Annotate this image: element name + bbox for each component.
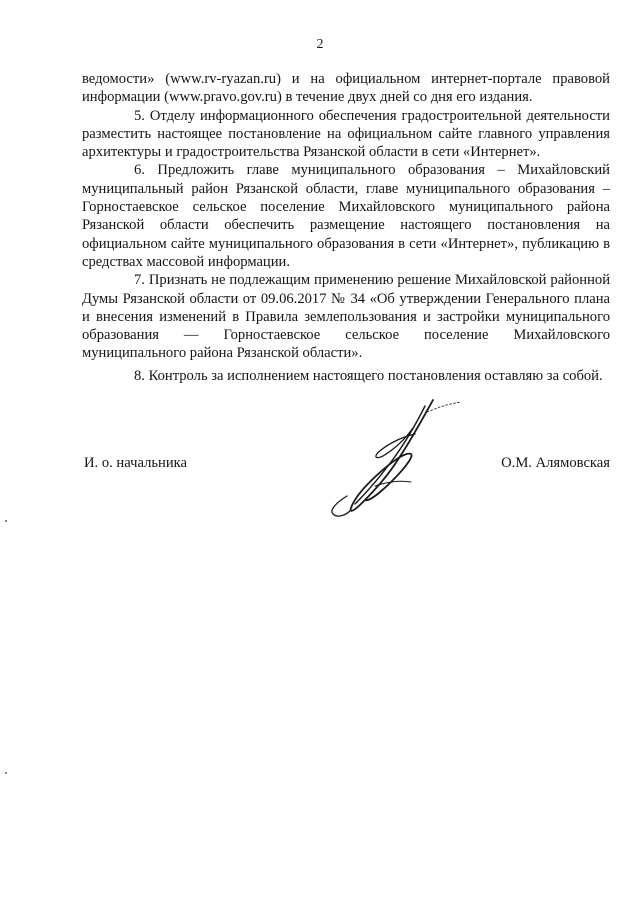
signatory-name: О.М. Алямовская [501,455,610,471]
scan-edge-mark [5,520,7,522]
handwritten-signature [315,398,465,520]
scan-edge-mark [5,772,7,774]
page-number: 2 [316,37,324,52]
paragraph-8: 8. Контроль за исполнением настоящего постановления оставляю за собой. [134,367,603,384]
document-body [82,70,610,385]
paragraph-6: 6. Предложить главе муниципального образования – Михайловский муниципальный район Рязанской области, главе муниципального образования – Горностаевское сельское поселение Михайловского муниципального района Рязанской области обеспечить размещение настоящего постановления на официальном сайте муниципального образования в сети «Интернет», публикацию в средствах массовой информации. [82,162,610,270]
paragraph-7: 7. Признать не подлежащим применению решение Михайловской районной Думы Рязанской области от 09.06.2017 № 34 «Об утверждении Генерального плана и внесения изменений в Правила землепользования и застройки муниципального образования — Горностаевское сельское поселение Михайловского муниципального района Рязанской области». [82,272,610,362]
paragraph-5: 5. Отделу информационного обеспечения градостроительной деятельности разместить настоящее постановление на официальном сайте главного управления архитектуры и градостроительства Рязанской области в сети «Интернет». [82,107,610,161]
signatory-role: И. о. начальника [84,455,187,471]
paragraph-4-continuation: ведомости» (www.rv-ryazan.ru) и на официальном интернет-портале правовой информации (www.pravo.gov.ru) в течение двух дней со дня его издания. [82,71,610,106]
